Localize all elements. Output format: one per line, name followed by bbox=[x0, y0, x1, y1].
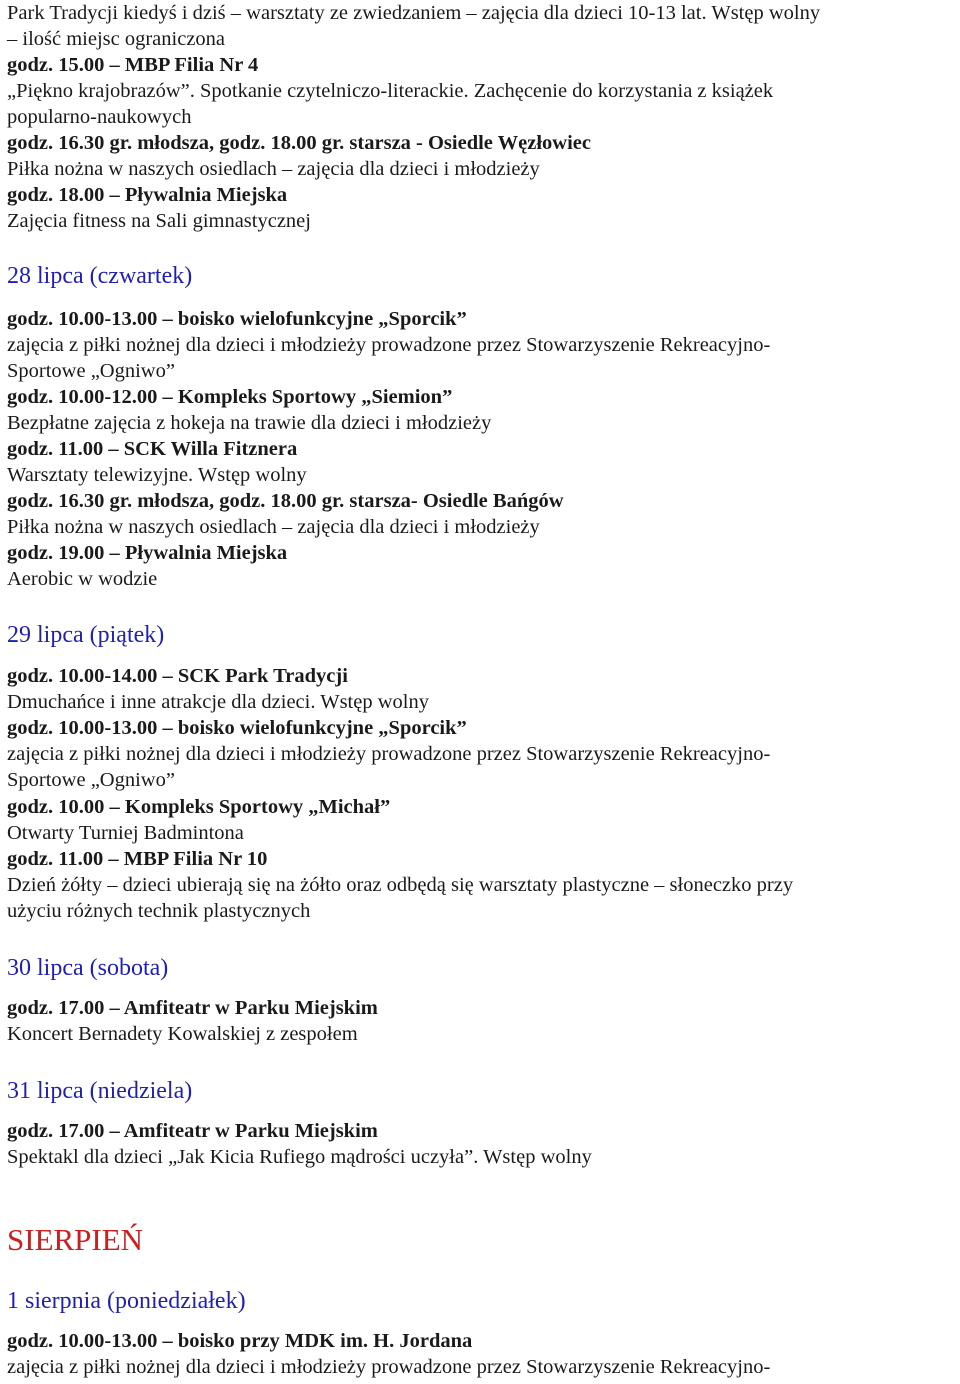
month-heading: SIERPIEŃ bbox=[7, 1222, 144, 1257]
event-time-venue: godz. 17.00 – Amfiteatr w Parku Miejskim bbox=[7, 997, 378, 1019]
body-text: Dzień żółty – dzieci ubierają się na żółto oraz odbędą się warsztaty plastyczne – słoneczko przy bbox=[7, 874, 794, 896]
event-time-venue: godz. 11.00 – MBP Filia Nr 10 bbox=[7, 848, 268, 870]
body-text: „Piękno krajobrazów”. Spotkanie czytelniczo-literackie. Zachęcenie do korzystania z książek bbox=[7, 80, 774, 102]
body-text: użyciu różnych technik plastycznych bbox=[7, 900, 311, 922]
event-time-venue: godz. 10.00-13.00 – boisko wielofunkcyjne „Sporcik” bbox=[7, 717, 467, 739]
body-text: Spektakl dla dzieci „Jak Kicia Rufiego mądrości uczyła”. Wstęp wolny bbox=[7, 1146, 592, 1168]
body-text: Otwarty Turniej Badmintona bbox=[7, 822, 244, 844]
body-text: Koncert Bernadety Kowalskiej z zespołem bbox=[7, 1023, 358, 1045]
body-text: zajęcia z piłki nożnej dla dzieci i młodzieży prowadzone przez Stowarzyszenie Rekreacyjno- bbox=[7, 743, 771, 765]
event-time-venue: godz. 10.00-12.00 – Kompleks Sportowy „Siemion” bbox=[7, 386, 453, 408]
body-text: Dmuchańce i inne atrakcje dla dzieci. Wstęp wolny bbox=[7, 691, 429, 713]
date-heading: 28 lipca (czwartek) bbox=[7, 263, 193, 289]
event-time-venue: godz. 16.30 gr. młodsza, godz. 18.00 gr. starsza- Osiedle Bańgów bbox=[7, 490, 564, 512]
date-heading: 31 lipca (niedziela) bbox=[7, 1078, 193, 1104]
event-time-venue: godz. 10.00-13.00 – boisko przy MDK im. H. Jordana bbox=[7, 1330, 473, 1352]
body-text: – ilość miejsc ograniczona bbox=[7, 28, 226, 50]
body-text: zajęcia z piłki nożnej dla dzieci i młodzieży prowadzone przez Stowarzyszenie Rekreacyjno- bbox=[7, 1356, 771, 1378]
body-text: Sportowe „Ogniwo” bbox=[7, 769, 175, 791]
body-text: Warsztaty telewizyjne. Wstęp wolny bbox=[7, 464, 307, 486]
event-time-venue: godz. 19.00 – Pływalnia Miejska bbox=[7, 542, 288, 564]
body-text: Sportowe „Ogniwo” bbox=[7, 360, 175, 382]
date-heading: 29 lipca (piątek) bbox=[7, 622, 165, 648]
body-text: zajęcia z piłki nożnej dla dzieci i młodzieży prowadzone przez Stowarzyszenie Rekreacyjno- bbox=[7, 334, 771, 356]
body-text: popularno-naukowych bbox=[7, 106, 192, 128]
event-time-venue: godz. 10.00-13.00 – boisko wielofunkcyjne „Sporcik” bbox=[7, 308, 467, 330]
body-text: Piłka nożna w naszych osiedlach – zajęcia dla dzieci i młodzieży bbox=[7, 516, 540, 538]
event-time-venue: godz. 10.00 – Kompleks Sportowy „Michał” bbox=[7, 796, 391, 818]
event-time-venue: godz. 17.00 – Amfiteatr w Parku Miejskim bbox=[7, 1120, 378, 1142]
body-text: Bezpłatne zajęcia z hokeja na trawie dla dzieci i młodzieży bbox=[7, 412, 492, 434]
event-time-venue: godz. 10.00-14.00 – SCK Park Tradycji bbox=[7, 665, 348, 687]
event-time-venue: godz. 15.00 – MBP Filia Nr 4 bbox=[7, 54, 259, 76]
date-heading: 30 lipca (sobota) bbox=[7, 955, 169, 981]
event-time-venue: godz. 11.00 – SCK Willa Fitznera bbox=[7, 438, 298, 460]
body-text: Zajęcia fitness na Sali gimnastycznej bbox=[7, 210, 311, 232]
body-text: Piłka nożna w naszych osiedlach – zajęcia dla dzieci i młodzieży bbox=[7, 158, 540, 180]
body-text: Park Tradycji kiedyś i dziś – warsztaty ze zwiedzaniem – zajęcia dla dzieci 10-13 lat. Wstęp wolny bbox=[7, 2, 821, 24]
event-time-venue: godz. 18.00 – Pływalnia Miejska bbox=[7, 184, 288, 206]
event-time-venue: godz. 16.30 gr. młodsza, godz. 18.00 gr. starsza - Osiedle Węzłowiec bbox=[7, 132, 591, 154]
body-text: Aerobic w wodzie bbox=[7, 568, 158, 590]
date-heading: 1 sierpnia (poniedziałek) bbox=[7, 1288, 246, 1314]
